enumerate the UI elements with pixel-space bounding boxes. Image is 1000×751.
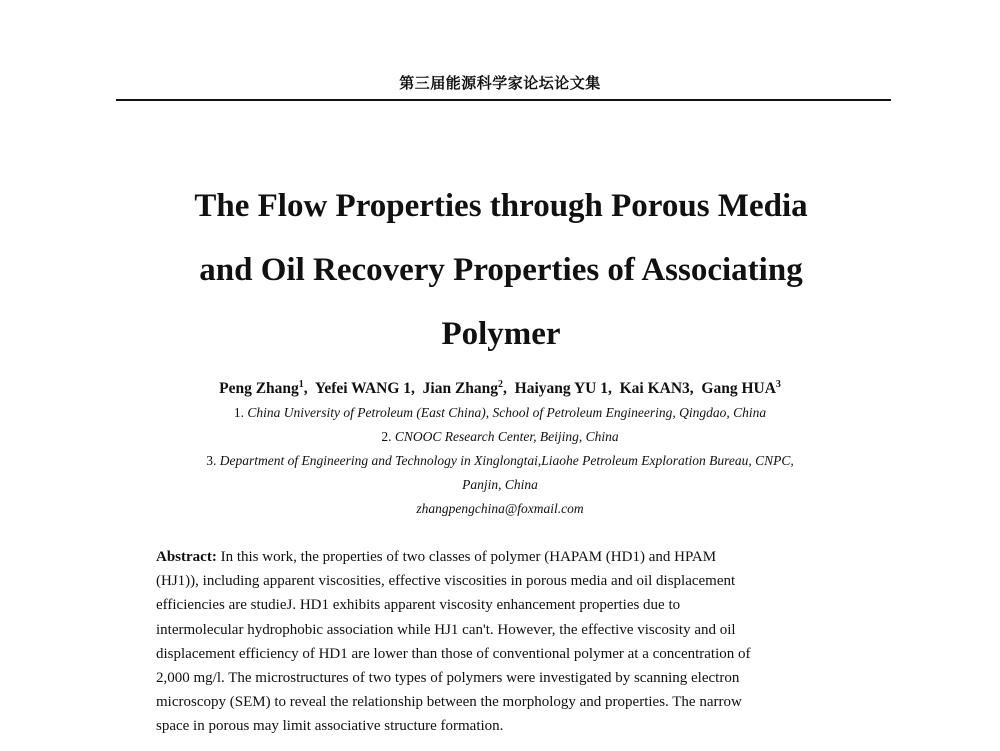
paper-title <box>0 174 1000 366</box>
author-email[interactable] <box>0 501 1000 517</box>
author-list <box>0 380 1000 398</box>
affiliation-1 <box>0 405 1000 421</box>
affiliation-number: 1. <box>233 405 245 420</box>
email-address[interactable]: zhangpengchina@foxmail.com <box>416 501 584 516</box>
abstract-label: Abstract: <box>156 549 217 565</box>
abstract-line <box>156 545 856 569</box>
author-name: Gang HUA <box>701 380 776 397</box>
title-line-3: Polymer <box>441 316 561 352</box>
author-name: Kai KAN3 <box>619 380 690 397</box>
running-header: 第三届能源科学家论坛论文集 <box>399 74 601 92</box>
abstract-line: space in porous may limit associative structure formation. <box>156 718 504 735</box>
affiliation-3 <box>0 453 1000 469</box>
abstract-line: efficiencies are studieJ. HD1 exhibits apparent viscosity enhancement properties due to <box>156 597 681 614</box>
author-separator: , <box>411 380 419 397</box>
affiliation-number: 3. <box>206 453 217 468</box>
title-line-1: The Flow Properties through Porous Media <box>194 188 808 224</box>
affiliation-number: 2. <box>381 429 392 444</box>
author-name: Haiyang YU 1 <box>514 380 608 397</box>
author-separator: , <box>607 380 616 397</box>
author-name: Yefei WANG 1 <box>314 380 412 397</box>
affiliation-text: Panjin, China <box>462 477 538 492</box>
abstract-line: displacement efficiency of HD1 are lower than those of conventional polymer at a concentration of <box>156 645 751 662</box>
author-affil-mark: 1 <box>298 379 304 390</box>
author-affil-mark: 2 <box>498 379 504 390</box>
abstract-line: microscopy (SEM) to reveal the relationship between the morphology and properties. The narrow <box>156 694 742 711</box>
author-name: Jian Zhang <box>422 380 499 397</box>
affiliation-text: CNOOC Research Center, Beijing, China <box>394 429 619 444</box>
abstract-line: intermolecular hydrophobic association while HJ1 can't. However, the effective viscosity and oil <box>156 621 736 638</box>
abstract-line: 2,000 mg/l. The microstructures of two types of polymers were investigated by scanning electron <box>156 670 740 687</box>
affiliation-3-continued <box>0 477 1000 493</box>
author-affil-mark: 3 <box>775 379 781 390</box>
author-separator: , <box>503 380 511 397</box>
affiliation-2 <box>0 429 1000 445</box>
author-separator: , <box>689 380 698 397</box>
author-name: Peng Zhang <box>219 380 299 397</box>
abstract <box>156 545 856 739</box>
abstract-text: In this work, the properties of two classes of polymer (HAPAM (HD1) and HPAM <box>220 549 717 565</box>
affiliation-text: Department of Engineering and Technology in Xinglongtai,Liaohe Petroleum Exploration Bureau, CNPC, <box>219 453 794 468</box>
author-separator: , <box>303 380 312 397</box>
affiliation-text: China University of Petroleum (East China), School of Petroleum Engineering, Qingdao, China <box>247 405 767 420</box>
title-line-2: and Oil Recovery Properties of Associating <box>199 252 803 288</box>
header-rule <box>116 99 891 101</box>
abstract-line: (HJ1)), including apparent viscosities, effective viscosities in porous media and oil displacement <box>156 573 736 590</box>
